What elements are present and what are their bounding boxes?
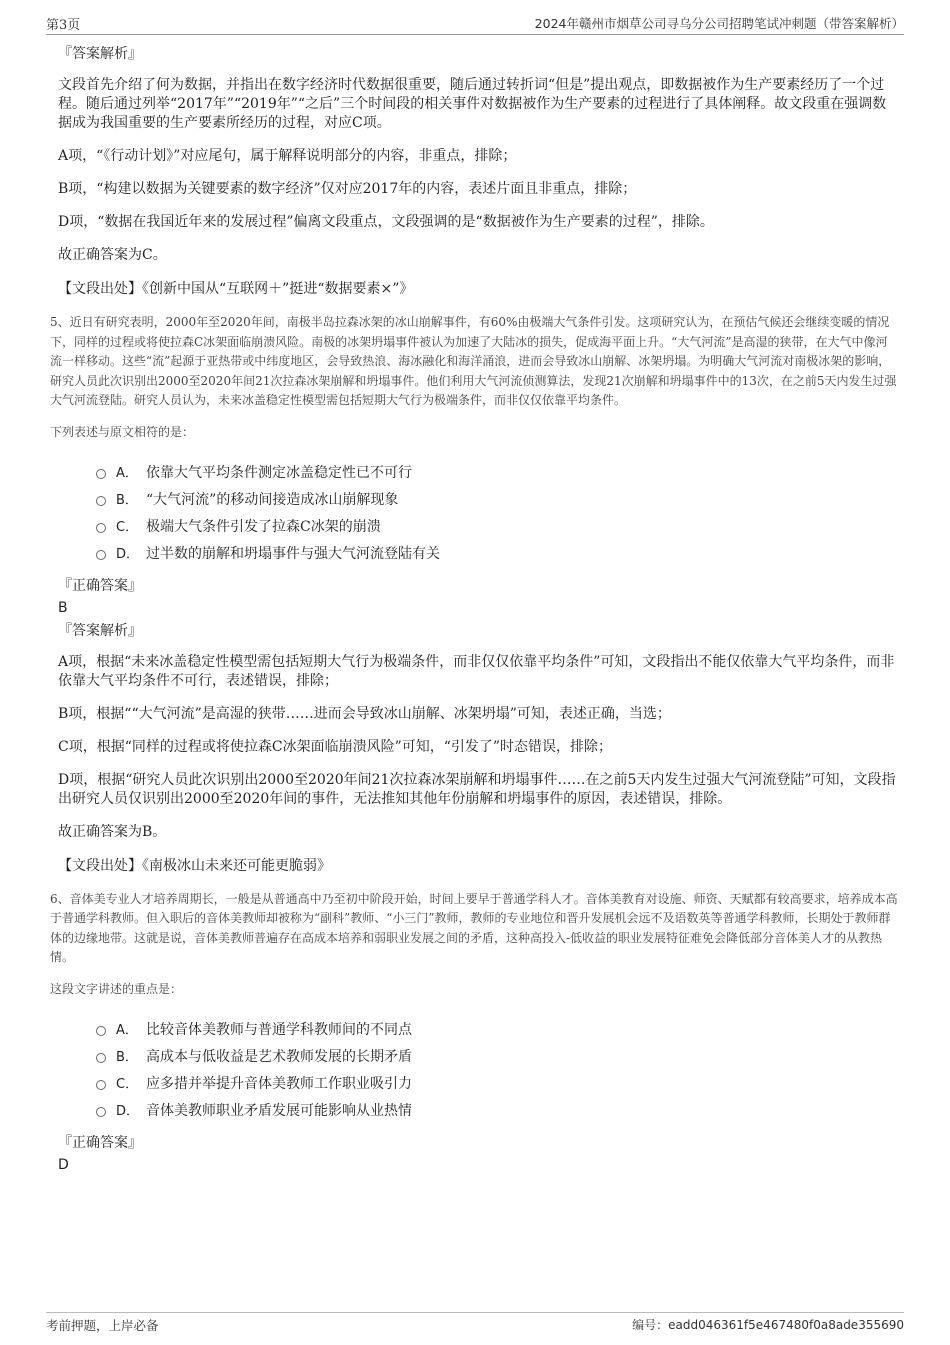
analysis-conclusion: 故正确答案为B。 [58, 823, 167, 840]
option-letter: D． [116, 546, 140, 562]
page-header [46, 14, 904, 35]
document-title: 2024年赣州市烟草公司寻乌分公司招聘笔试冲刺题（带答案解析） [534, 16, 904, 31]
question-5-options [96, 460, 898, 568]
analysis-label: 『答案解析』 [58, 46, 142, 62]
option-c[interactable] [96, 1071, 898, 1098]
analysis-paragraph: B项，根据““大气河流”是高湿的狭带……进而会导致冰山崩解、冰架坍塌”可知，表述正确，当选； [58, 705, 671, 722]
radio-icon[interactable] [96, 1053, 106, 1063]
radio-icon[interactable] [96, 496, 106, 506]
radio-icon[interactable] [96, 523, 106, 533]
analysis-paragraph: D项，根据“研究人员此次识别出2000至2020年间21次拉森冰架崩解和坍塌事件……在之前5天内发生过强大气河流登陆”可知，文段指出研究人员仅识别出2000至2020年间的事件，无法推知其他年份崩解和坍塌事件的原因，表述错误，排除。 [58, 771, 896, 807]
option-text: “大气河流”的移动间接造成冰山崩解现象 [146, 491, 399, 508]
option-letter: A． [116, 1022, 138, 1038]
option-b[interactable] [96, 487, 898, 514]
correct-answer: B [58, 599, 68, 616]
document-serial: 编号：eadd046361f5e467480f0a8ade355690 [632, 1318, 904, 1332]
option-c[interactable] [96, 514, 898, 541]
option-text: 比较音体美教师与普通学科教师间的不同点 [146, 1021, 412, 1038]
option-letter: C． [116, 519, 139, 535]
question-6-options [96, 1017, 898, 1125]
question-6-prompt: 这段文字讲述的重点是： [50, 981, 183, 996]
correct-answer-label: 『正确答案』 [58, 577, 142, 594]
radio-icon[interactable] [96, 469, 106, 479]
correct-answer-label: 『正确答案』 [58, 1134, 142, 1151]
option-b[interactable] [96, 1044, 898, 1071]
analysis-paragraph: D项，“数据在我国近年来的发展过程”偏离文段重点，文段强调的是“数据被作为生产要素的过程”，排除。 [58, 214, 714, 230]
analysis-paragraph: A项，根据“未来冰盖稳定性模型需包括短期大气行为极端条件，而非仅仅依靠平均条件”可知，文段指出不能仅依靠大气平均条件，而非依靠大气平均条件不可行，表述错误，排除； [58, 653, 895, 689]
option-text: 极端大气条件引发了拉森C冰架的崩溃 [146, 518, 381, 535]
option-d[interactable] [96, 541, 898, 568]
option-text: 依靠大气平均条件测定冰盖稳定性已不可行 [146, 464, 412, 481]
radio-icon[interactable] [96, 1026, 106, 1036]
option-letter: D． [116, 1103, 140, 1119]
main-content [50, 44, 898, 1178]
option-text: 高成本与低收益是艺术教师发展的长期矛盾 [146, 1048, 412, 1065]
footer-slogan: 考前押题，上岸必备 [46, 1318, 159, 1333]
option-letter: C． [116, 1076, 139, 1092]
question-5-prompt: 下列表述与原文相符的是： [50, 424, 195, 439]
analysis-label: 『答案解析』 [58, 622, 142, 639]
analysis-conclusion: 故正确答案为C。 [58, 247, 167, 263]
option-d[interactable] [96, 1098, 898, 1125]
analysis-paragraph: C项，根据“同样的过程或将使拉森C冰架面临崩溃风险”可知，“引发了”时态错误，排除； [58, 738, 613, 755]
correct-answer: D [58, 1156, 69, 1173]
option-text: 应多措并举提升音体美教师工作职业吸引力 [146, 1075, 412, 1092]
option-text: 音体美教师职业矛盾发展可能影响从业热情 [146, 1102, 412, 1119]
option-letter: A． [116, 465, 138, 481]
radio-icon[interactable] [96, 1080, 106, 1090]
page-footer [46, 1312, 904, 1335]
question-5-text: 5、近日有研究表明，2000年至2020年间，南极半岛拉森冰架的冰山崩解事件，有60%由极端大气条件引发。这项研究认为，在预估气候还会继续变暖的情况下，同样的过程或将使拉森C冰架面临崩溃风险。南极的冰架坍塌事件被认为加速了大陆冰的损失，促成海平面上升。“大气河流”是高湿的狭带，在大气中像河流一样移动。这些“流”起源于亚热带或中纬度地区，会导致热浪、海冰融化和海洋涌浪，进而会导致冰山崩解、冰架坍塌。为明确大气河流对南极冰架的影响，研究人员此次识别出2000至2020年间21次拉森冰架崩解和坍塌事件。他们利用大气河流侦测算法，发现21次崩解和坍塌事件中的13次，在之前5天内发生过强大气河流登陆。研究人员认为，未来冰盖稳定性模型需包括短期大气行为极端条件，而非仅仅依靠平均条件。 [50, 315, 897, 407]
analysis-paragraph: 文段首先介绍了何为数据，并指出在数字经济时代数据很重要，随后通过转折词“但是”提出观点，即数据被作为生产要素经历了一个过程。随后通过列举“2017年”“2019年”“之后”三个时间段的相关事件对数据被作为生产要素的过程进行了具体阐释。故文段重在强调数据成为我国重要的生产要素所经历的过程，对应C项。 [58, 77, 887, 131]
text-source: 【文段出处】《南极冰山未来还可能更脆弱》 [58, 857, 331, 874]
radio-icon[interactable] [96, 550, 106, 560]
radio-icon[interactable] [96, 1107, 106, 1117]
option-letter: B． [116, 1049, 138, 1065]
option-text: 过半数的崩解和坍塌事件与强大气河流登陆有关 [146, 545, 440, 562]
analysis-paragraph: A项，“《行动计划》”对应尾句，属于解释说明部分的内容，非重点，排除； [58, 148, 517, 164]
option-letter: B． [116, 492, 138, 508]
text-source: 【文段出处】《创新中国从“互联网＋”挺进“数据要素×”》 [58, 281, 414, 297]
option-a[interactable] [96, 460, 898, 487]
analysis-paragraph: B项，“构建以数据为关键要素的数字经济”仅对应2017年的内容，表述片面且非重点，排除； [58, 181, 637, 197]
question-6-text: 6、音体美专业人才培养周期长，一般是从普通高中乃至初中阶段开始，时间上要早于普通学科人才。音体美教育对设施、师资、天赋都有较高要求，培养成本高于普通学科教师。但入职后的音体美教师却被称为“副科”教师、“小三门”教师，教师的专业地位和晋升发展机会远不及语数英等普通学科教师，长期处于教师群体的边缘地带。这就是说，音体美教师普遍存在高成本培养和弱职业发展之间的矛盾，这种高投入-低收益的职业发展特征难免会降低部分音体美人才的从教热情。 [50, 891, 898, 964]
page-number: 第3页 [46, 18, 81, 33]
option-a[interactable] [96, 1017, 898, 1044]
